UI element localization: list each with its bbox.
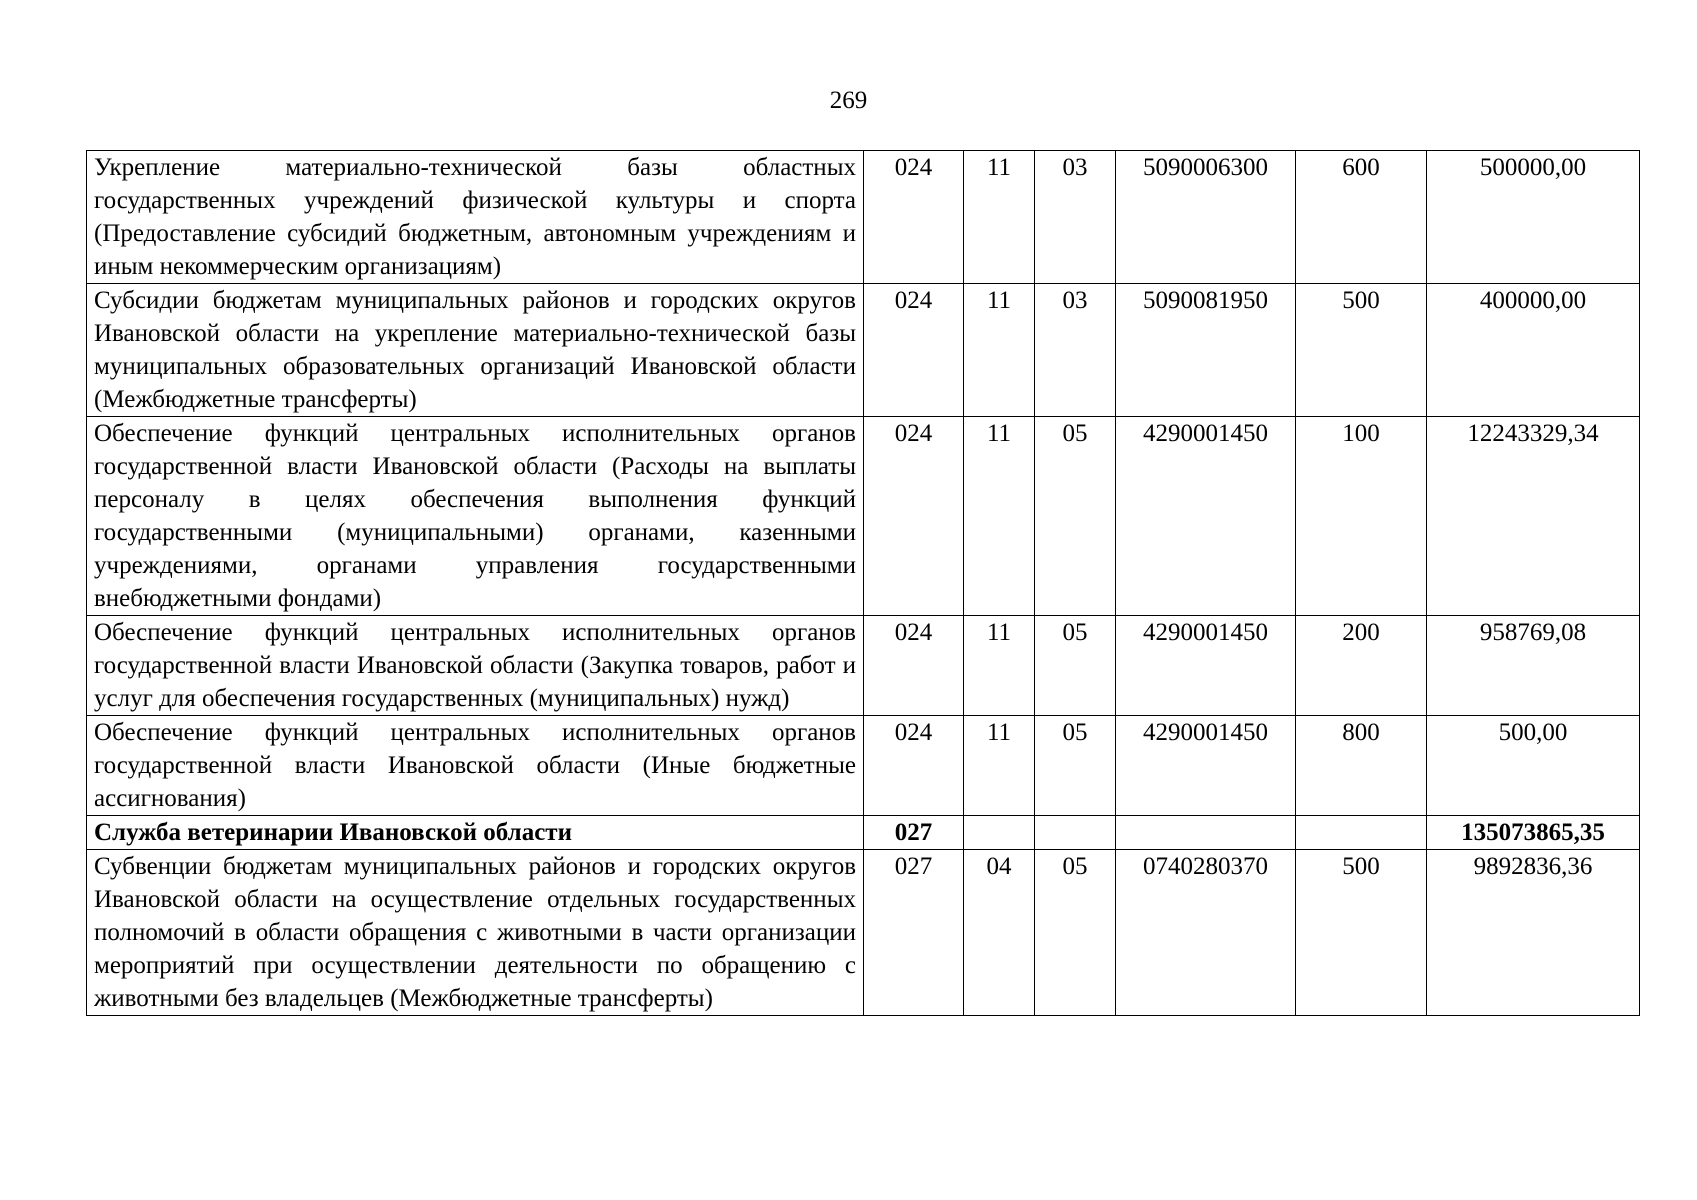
row-gr-code: 027	[864, 850, 964, 1016]
row-target-article-code: 4290001450	[1116, 616, 1296, 716]
row-description: Субвенции бюджетам муниципальных районов и городских округов Ивановской области на осуществление отдельных государственных полномочий в области обращения с животными в части организации мероприятий при осуществлении деятельности по обращению с животными без владельцев (Межбюджетные трансферты)	[87, 850, 864, 1016]
row-description: Обеспечение функций центральных исполнительных органов государственной власти Ивановской области (Закупка товаров, работ и услуг для обеспечения государственных (муниципальных) нужд)	[87, 616, 864, 716]
page-number: 269	[829, 87, 868, 114]
row-section-code	[964, 816, 1035, 850]
row-subsection-code: 05	[1035, 716, 1116, 816]
row-section-code: 11	[964, 151, 1035, 284]
row-target-article-code: 5090081950	[1116, 284, 1296, 417]
row-subsection-code: 05	[1035, 417, 1116, 616]
budget-table	[86, 150, 1640, 1016]
row-amount: 400000,00	[1427, 284, 1640, 417]
table-row	[87, 151, 1640, 284]
row-expense-type-code: 500	[1296, 284, 1427, 417]
row-section-code: 11	[964, 284, 1035, 417]
row-expense-type-code: 800	[1296, 716, 1427, 816]
table-row-section-total	[87, 816, 1640, 850]
row-section-code: 04	[964, 850, 1035, 1016]
table-row	[87, 284, 1640, 417]
row-target-article-code: 4290001450	[1116, 417, 1296, 616]
row-subsection-code: 05	[1035, 850, 1116, 1016]
row-subsection-code: 05	[1035, 616, 1116, 716]
row-expense-type-code: 500	[1296, 850, 1427, 1016]
row-amount: 12243329,34	[1427, 417, 1640, 616]
table-row	[87, 716, 1640, 816]
row-amount: 135073865,35	[1427, 816, 1640, 850]
row-expense-type-code: 200	[1296, 616, 1427, 716]
row-target-article-code: 5090006300	[1116, 151, 1296, 284]
row-gr-code: 024	[864, 284, 964, 417]
row-gr-code: 027	[864, 816, 964, 850]
row-section-code: 11	[964, 716, 1035, 816]
row-section-code: 11	[964, 417, 1035, 616]
row-target-article-code	[1116, 816, 1296, 850]
row-amount: 500,00	[1427, 716, 1640, 816]
row-amount: 500000,00	[1427, 151, 1640, 284]
row-subsection-code: 03	[1035, 284, 1116, 417]
table-row	[87, 616, 1640, 716]
row-target-article-code: 0740280370	[1116, 850, 1296, 1016]
row-target-article-code: 4290001450	[1116, 716, 1296, 816]
row-description: Обеспечение функций центральных исполнительных органов государственной власти Ивановской области (Расходы на выплаты персоналу в целях обеспечения выполнения функций государственными (муниципальными) органами, казенными учреждениями, органами управления государственными внебюджетными фондами)	[87, 417, 864, 616]
row-amount: 9892836,36	[1427, 850, 1640, 1016]
table-row	[87, 850, 1640, 1016]
table-row	[87, 417, 1640, 616]
row-gr-code: 024	[864, 151, 964, 284]
row-description: Служба ветеринарии Ивановской области	[87, 816, 864, 850]
row-gr-code: 024	[864, 616, 964, 716]
row-description: Укрепление материально-технической базы областных государственных учреждений физической культуры и спорта (Предоставление субсидий бюджетным, автономным учреждениям и иным некоммерческим организациям)	[87, 151, 864, 284]
row-subsection-code	[1035, 816, 1116, 850]
row-description: Обеспечение функций центральных исполнительных органов государственной власти Ивановской области (Иные бюджетные ассигнования)	[87, 716, 864, 816]
row-description: Субсидии бюджетам муниципальных районов и городских округов Ивановской области на укрепление материально-технической базы муниципальных образовательных организаций Ивановской области (Межбюджетные трансферты)	[87, 284, 864, 417]
row-section-code: 11	[964, 616, 1035, 716]
row-expense-type-code	[1296, 816, 1427, 850]
row-gr-code: 024	[864, 417, 964, 616]
row-amount: 958769,08	[1427, 616, 1640, 716]
row-expense-type-code: 600	[1296, 151, 1427, 284]
row-expense-type-code: 100	[1296, 417, 1427, 616]
row-gr-code: 024	[864, 716, 964, 816]
row-subsection-code: 03	[1035, 151, 1116, 284]
